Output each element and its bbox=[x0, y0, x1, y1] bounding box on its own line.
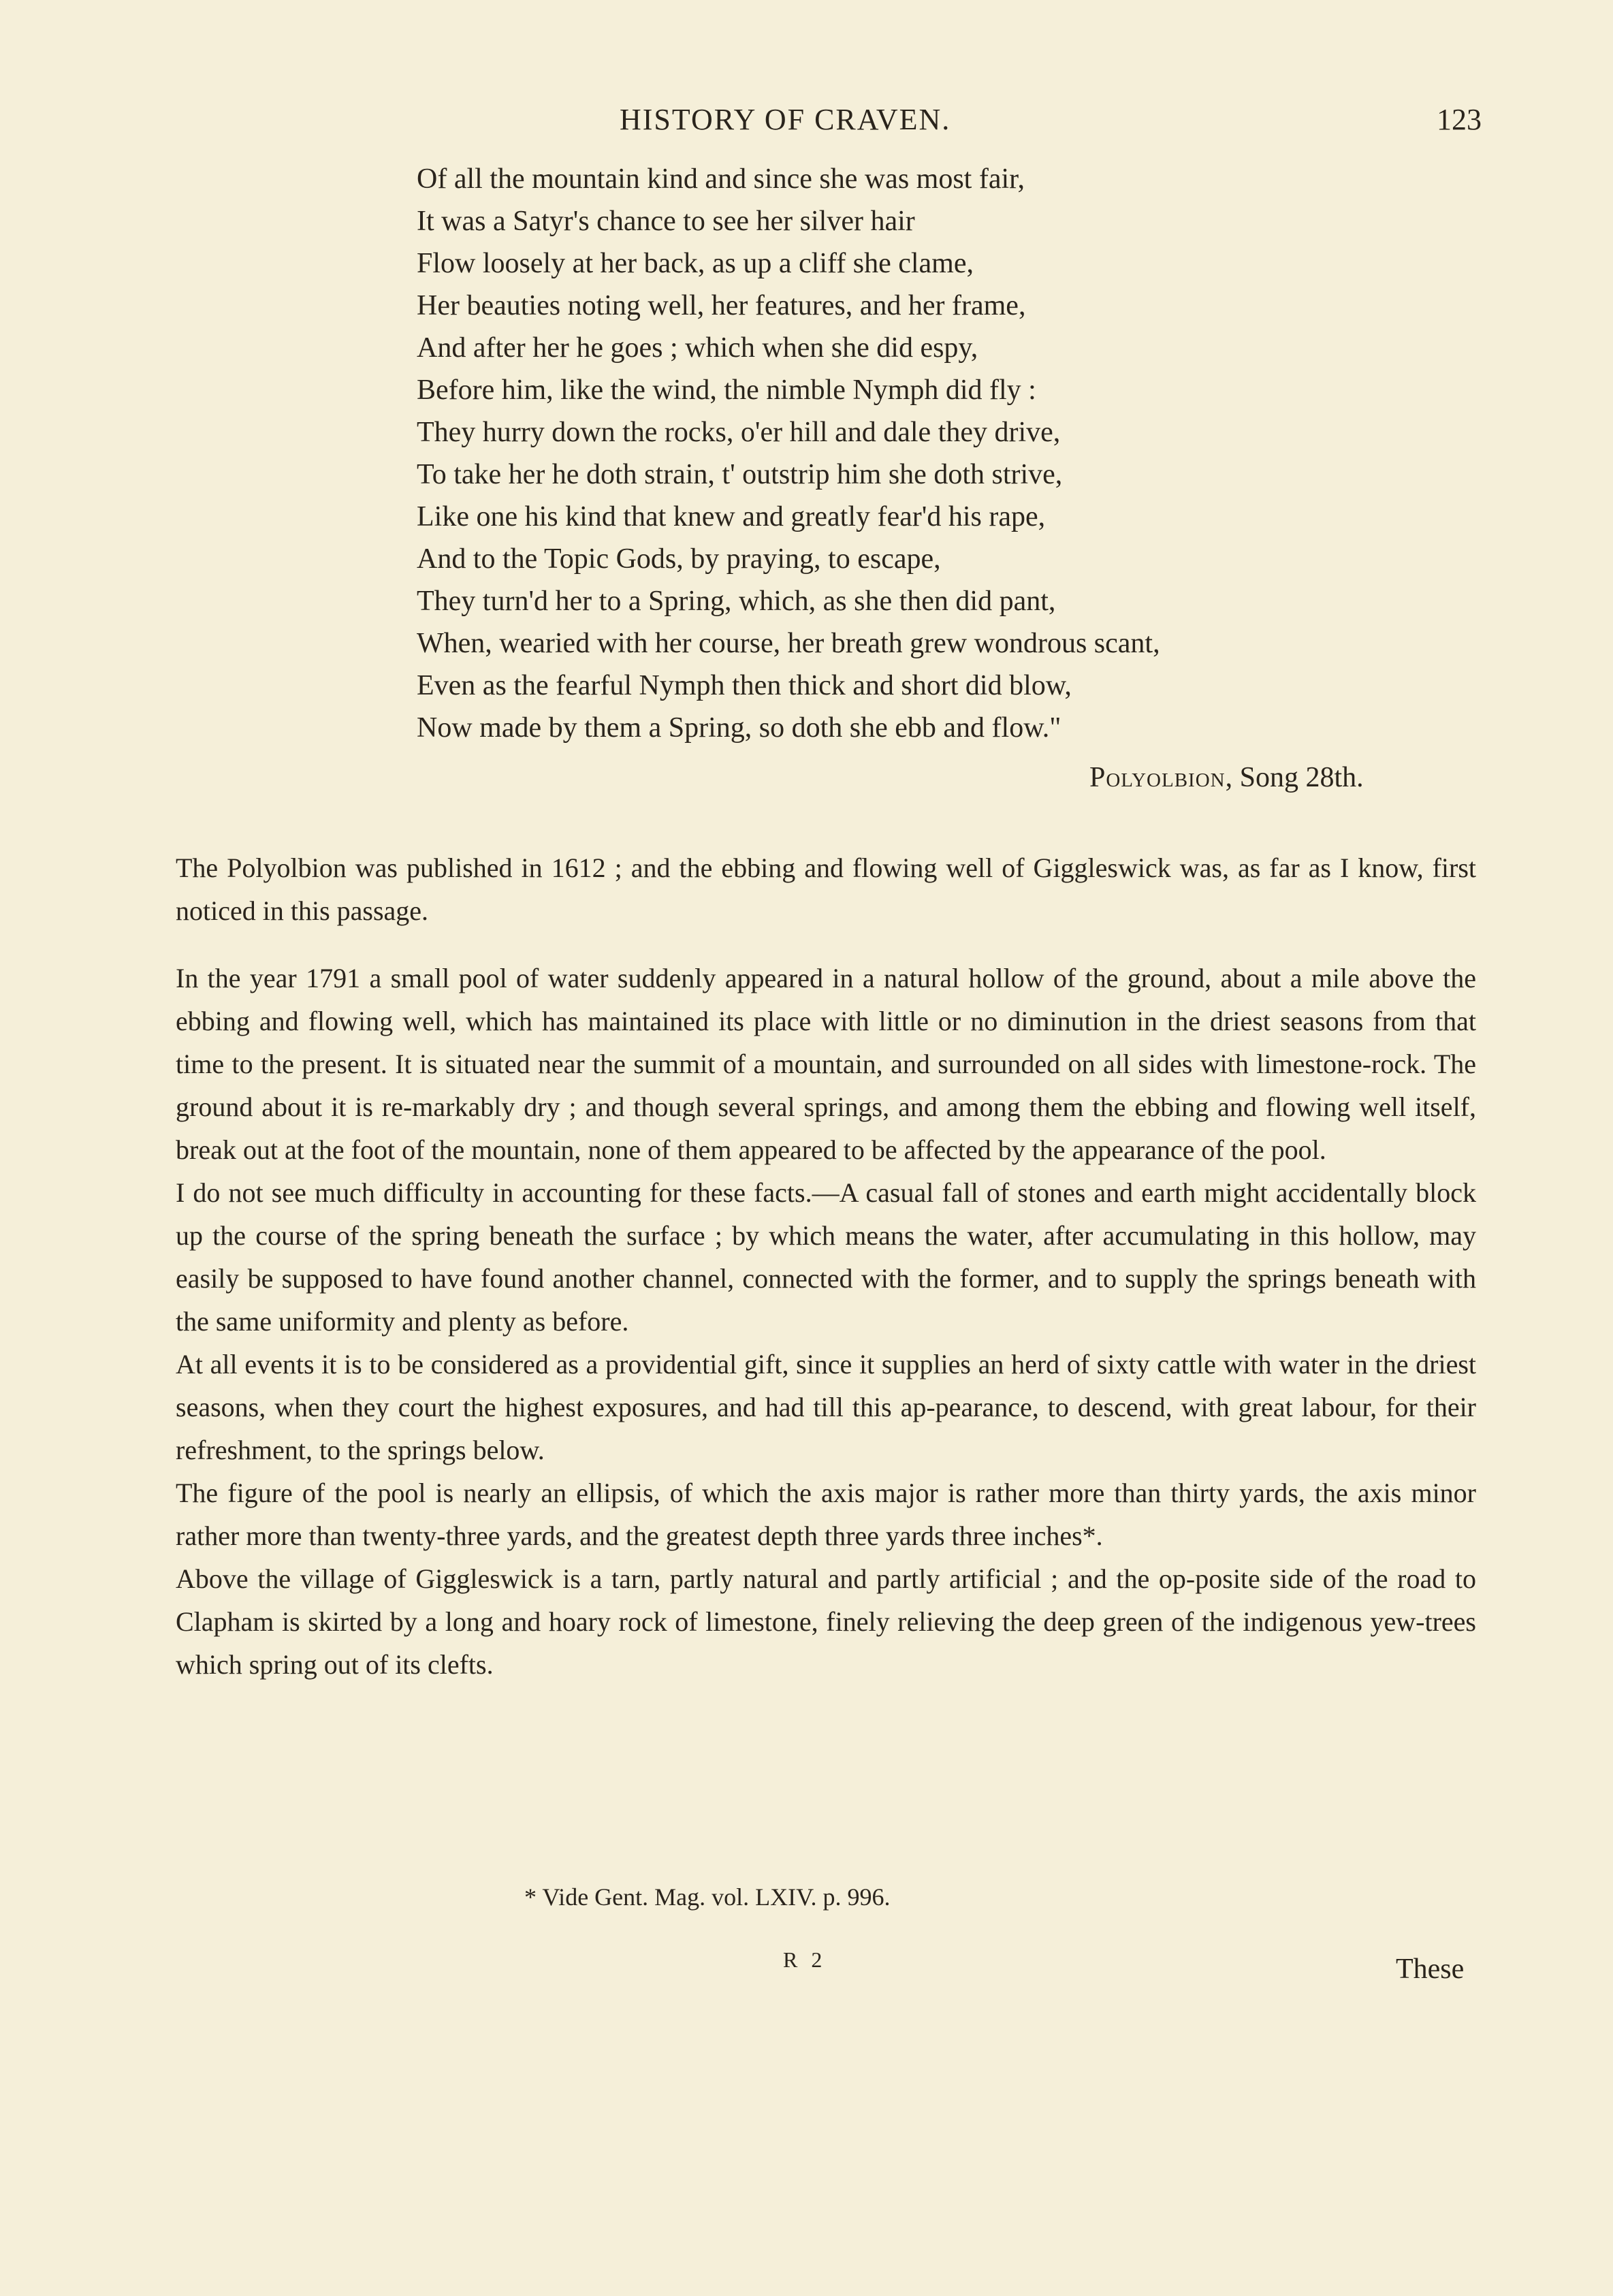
poem-line: Even as the fearful Nymph then thick and short did blow, bbox=[417, 670, 1072, 701]
paragraph: The figure of the pool is nearly an ellipsis, of which the axis major is rather more than thirty yards, the axis minor rather more than twenty-three yards, and the greatest depth three yards three inches*. bbox=[176, 1478, 1476, 1551]
poem-line: Her beauties noting well, her features, and her frame, bbox=[417, 290, 1026, 321]
poem-line: They hurry down the rocks, o'er hill and dale they drive, bbox=[417, 417, 1061, 448]
running-head bbox=[0, 102, 1613, 143]
poem-line: To take her he doth strain, t' outstrip him she doth strive, bbox=[417, 459, 1063, 490]
poem-line: Now made by them a Spring, so doth she ebb and flow." bbox=[417, 712, 1061, 744]
poem-line: Like one his kind that knew and greatly fear'd his rape, bbox=[417, 501, 1046, 532]
catchword: These bbox=[1396, 1954, 1465, 1985]
paragraph: The Polyolbion was published in 1612 ; and the ebbing and flowing well of Giggleswick was, as far as I know, first noticed in this passage. bbox=[176, 852, 1476, 926]
poem-line: They turn'd her to a Spring, which, as she then did pant, bbox=[417, 586, 1056, 617]
poem-line: It was a Satyr's chance to see her silver hair bbox=[417, 206, 915, 237]
running-title: HISTORY OF CRAVEN. bbox=[620, 103, 951, 136]
paragraph: Above the village of Giggleswick is a tarn, partly natural and partly artificial ; and the op-posite side of the road to Clapham is skirted by a long and hoary rock of limestone, finely relieving the deep green of the indigenous yew-trees which spring out of its clefts. bbox=[176, 1563, 1476, 1680]
poem-line: Of all the mountain kind and since she was most fair, bbox=[417, 163, 1025, 195]
body-text bbox=[176, 846, 1476, 1686]
poem-attribution bbox=[1089, 761, 1364, 794]
attribution-source: Polyolbion bbox=[1089, 762, 1226, 793]
poem-line: Flow loosely at her back, as up a cliff she clame, bbox=[417, 248, 974, 279]
poem-line: Before him, like the wind, the nimble Nymph did fly : bbox=[417, 374, 1036, 406]
paragraph: I do not see much difficulty in accounting for these facts.—A casual fall of stones and earth might accidentally block up the course of the spring beneath the surface ; by which means the water, after accumulating in this hollow, may easily be supposed to have found another channel, connected with the former, and to supply the springs beneath with the same uniformity and plenty as before. bbox=[176, 1177, 1476, 1337]
poem-line: And to the Topic Gods, by praying, to escape, bbox=[417, 543, 941, 575]
poem-quotation bbox=[417, 158, 1438, 749]
paragraph: At all events it is to be considered as a providential gift, since it supplies an herd of sixty cattle with water in the driest seasons, when they court the highest exposures, and had till this ap-pearance, to descend, with great labour, for their refreshment, to the springs below. bbox=[176, 1349, 1476, 1465]
signature-mark: R 2 bbox=[783, 1947, 827, 1972]
poem-line: When, wearied with her course, her breath grew wondrous scant, bbox=[417, 628, 1160, 659]
page-number: 123 bbox=[1437, 103, 1482, 136]
footnote: * Vide Gent. Mag. vol. LXIV. p. 996. bbox=[524, 1883, 891, 1911]
paragraph: In the year 1791 a small pool of water suddenly appeared in a natural hollow of the ground, about a mile above the ebbing and flowing well, which has maintained its place with little or no diminution in the driest seasons from that time to the present. It is situated near the summit of a mountain, and surrounded on all sides with limestone-rock. The ground about it is re-markably dry ; and though several springs, and among them the ebbing and flowing well itself, break out at the foot of the mountain, none of them appeared to be affected by the appearance of the pool. bbox=[176, 963, 1476, 1165]
attribution-song: , Song 28th. bbox=[1225, 762, 1364, 793]
poem-line: And after her he goes ; which when she did espy, bbox=[417, 332, 978, 364]
